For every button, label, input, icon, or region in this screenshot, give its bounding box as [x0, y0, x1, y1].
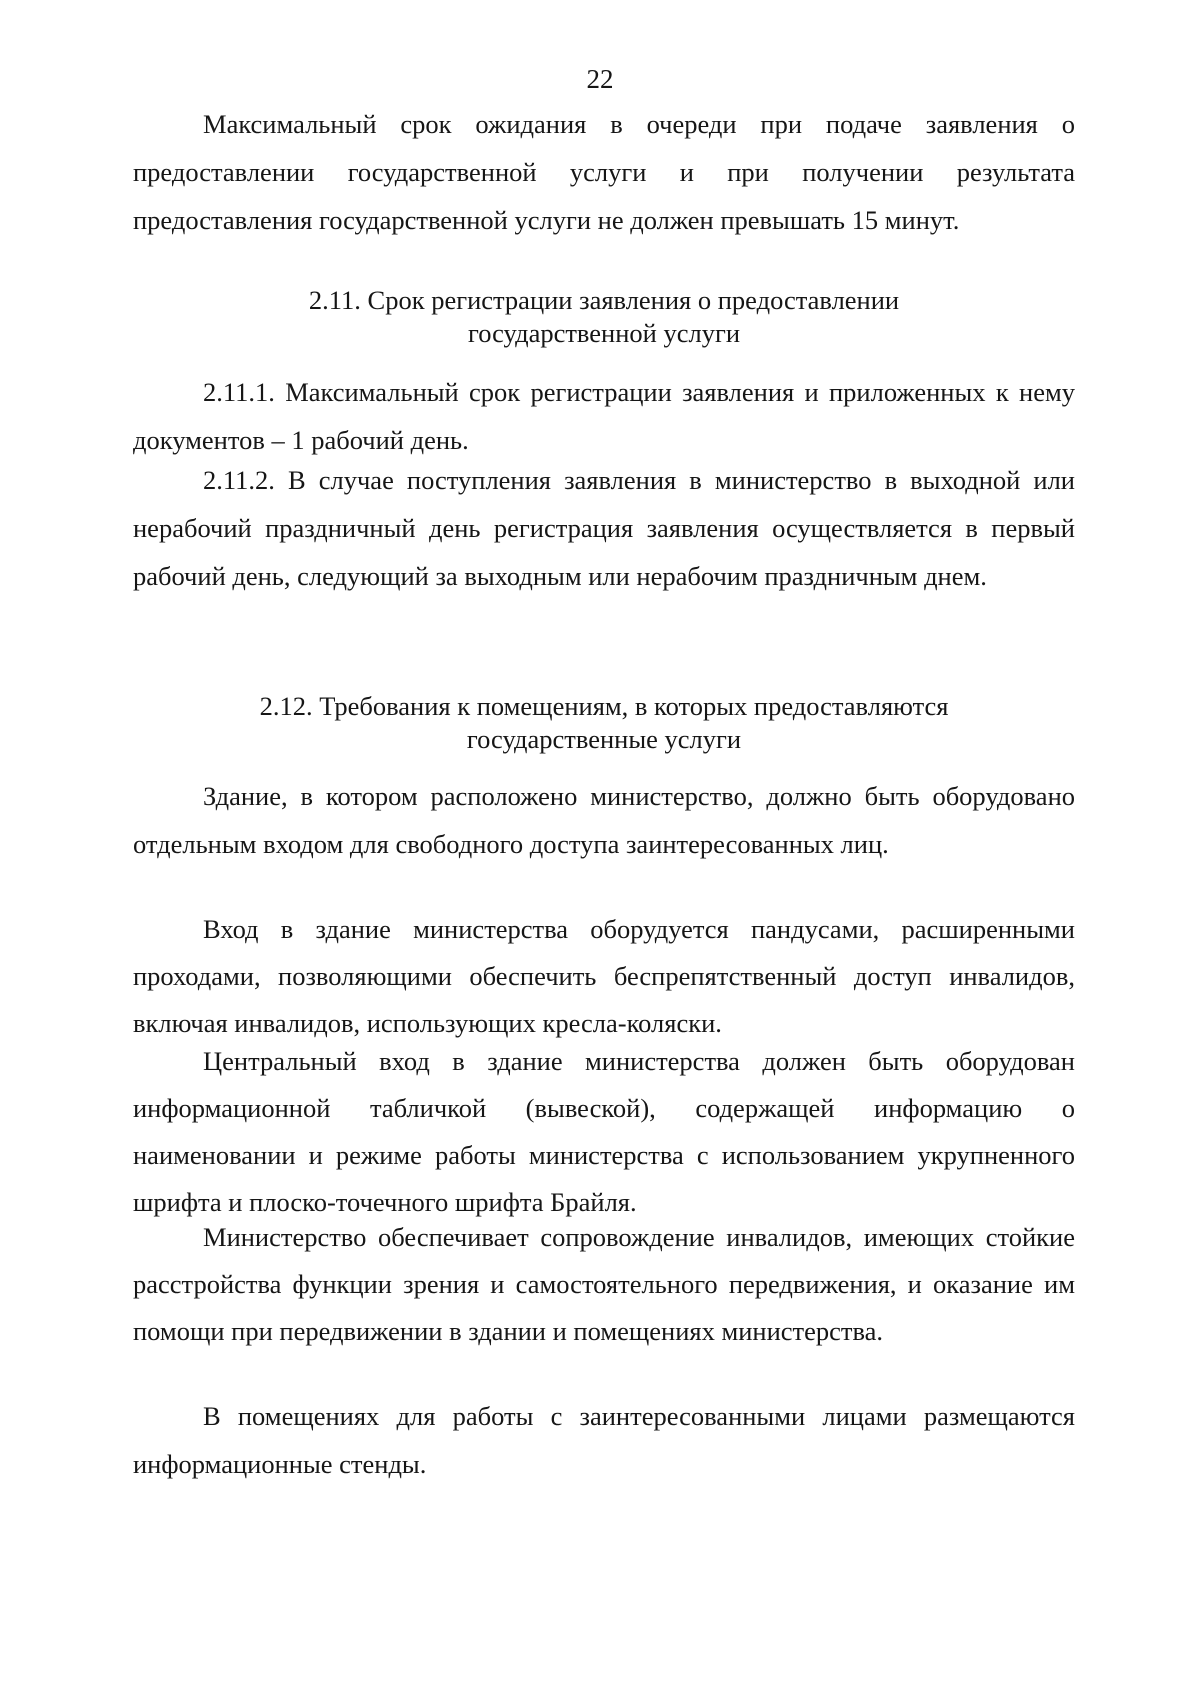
paragraph-2-11-2: 2.11.2. В случае поступления заявления в министерство в выходной или нерабочий праздничный день регистрация заявления осуществляется в первый рабочий день, следующий за выходным или нерабочим праздничным днем. — [133, 465, 1075, 591]
paragraph-info-stands: В помещениях для работы с заинтересованными лицами размещаются информационные стенды. — [133, 1401, 1075, 1479]
section-heading-2-11-line2: государственной услуги — [467, 318, 741, 348]
section-heading-2-11 — [133, 284, 1075, 350]
paragraph-disabled-assistance: Министерство обеспечивает сопровождение инвалидов, имеющих стойкие расстройства функции зрения и самостоятельного передвижения, и оказание им помощи при передвижении в здании и помещениях министерства. — [133, 1222, 1075, 1346]
paragraph-central-entrance-sign: Центральный вход в здание министерства должен быть оборудован информационной табличкой (вывеской), содержащей информацию о наименовании и режиме работы министерства с использованием укрупненного шрифта и плоско-точечного шрифта Брайля. — [133, 1046, 1075, 1217]
section-heading-2-12-line1: 2.12. Требования к помещениям, в которых предоставляются — [259, 691, 949, 721]
paragraph-waiting-time: Максимальный срок ожидания в очереди при подаче заявления о предоставлении государственной услуги и при получении результата предоставления государственной услуги не должен превышать 15 минут. — [133, 109, 1075, 235]
page-number: 22 — [586, 64, 614, 94]
paragraph-building-entrance: Здание, в котором расположено министерство, должно быть оборудовано отдельным входом для свободного доступа заинтересованных лиц. — [133, 781, 1075, 859]
section-heading-2-12-line2: государственные услуги — [466, 724, 742, 754]
section-heading-2-11-line1: 2.11. Срок регистрации заявления о предоставлении — [308, 285, 900, 315]
section-heading-2-12 — [133, 690, 1075, 756]
paragraph-2-11-1: 2.11.1. Максимальный срок регистрации заявления и приложенных к нему документов – 1 рабочий день. — [133, 377, 1075, 455]
paragraph-ramps-access: Вход в здание министерства оборудуется пандусами, расширенными проходами, позволяющими обеспечить беспрепятственный доступ инвалидов, включая инвалидов, использующих кресла-коляски. — [133, 914, 1075, 1038]
